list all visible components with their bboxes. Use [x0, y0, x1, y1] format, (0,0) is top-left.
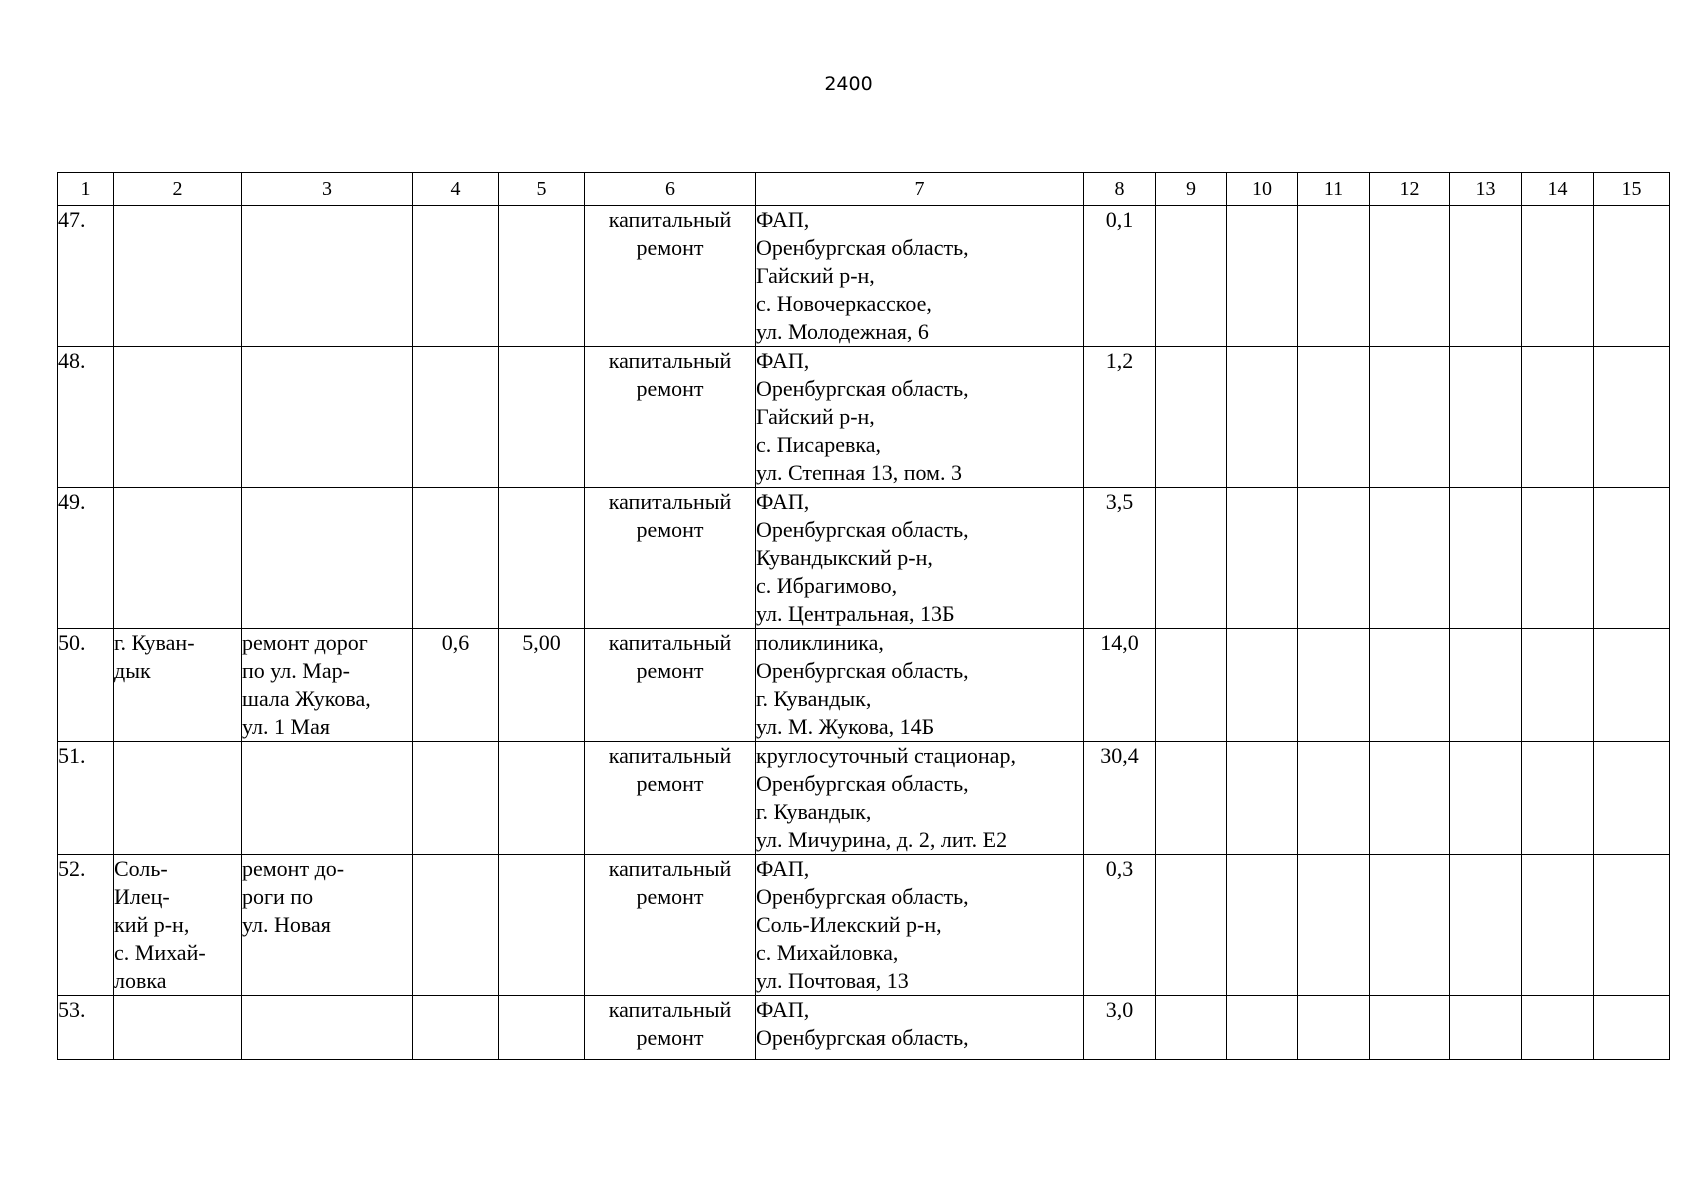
- row-number-cell: 50.: [58, 629, 114, 742]
- work-type-cell: капитальный ремонт: [585, 629, 756, 742]
- table-row: [58, 855, 1670, 996]
- empty-cell: [1156, 855, 1227, 996]
- length-cell: [413, 855, 499, 996]
- settlement-cell: [114, 347, 242, 488]
- row-number-cell: 53.: [58, 996, 114, 1060]
- empty-cell: [1594, 742, 1670, 855]
- empty-cell: [1450, 742, 1522, 855]
- road-work-cell: [242, 347, 413, 488]
- empty-cell: [1156, 206, 1227, 347]
- cost-cell: [499, 855, 585, 996]
- empty-cell: [1450, 206, 1522, 347]
- table-row: [58, 996, 1670, 1060]
- empty-cell: [1370, 742, 1450, 855]
- empty-cell: [1298, 629, 1370, 742]
- work-type-cell: капитальный ремонт: [585, 996, 756, 1060]
- cost-cell: [499, 996, 585, 1060]
- empty-cell: [1227, 488, 1298, 629]
- settlement-cell: [114, 996, 242, 1060]
- empty-cell: [1370, 629, 1450, 742]
- table-row: [58, 488, 1670, 629]
- empty-cell: [1156, 347, 1227, 488]
- column-number-cell: 5: [499, 173, 585, 206]
- column-number-cell: 4: [413, 173, 499, 206]
- empty-cell: [1522, 206, 1594, 347]
- empty-cell: [1594, 855, 1670, 996]
- facility-cell: круглосуточный стационар, Оренбургская область, г. Кувандык, ул. Мичурина, д. 2, лит. Е2: [756, 742, 1084, 855]
- settlement-cell: Соль- Илец- кий р-н, с. Михай- ловка: [114, 855, 242, 996]
- row-number-cell: 51.: [58, 742, 114, 855]
- work-type-cell: капитальный ремонт: [585, 742, 756, 855]
- work-type-cell: капитальный ремонт: [585, 488, 756, 629]
- table-row: [58, 742, 1670, 855]
- value-cell: 0,3: [1084, 855, 1156, 996]
- empty-cell: [1450, 347, 1522, 488]
- empty-cell: [1298, 488, 1370, 629]
- road-work-cell: ремонт дорог по ул. Мар- шала Жукова, ул. 1 Мая: [242, 629, 413, 742]
- empty-cell: [1522, 996, 1594, 1060]
- settlement-cell: [114, 742, 242, 855]
- empty-cell: [1298, 996, 1370, 1060]
- empty-cell: [1156, 629, 1227, 742]
- facility-cell: ФАП, Оренбургская область,: [756, 996, 1084, 1060]
- empty-cell: [1522, 855, 1594, 996]
- work-type-cell: капитальный ремонт: [585, 855, 756, 996]
- road-work-cell: [242, 996, 413, 1060]
- empty-cell: [1370, 206, 1450, 347]
- road-work-cell: [242, 488, 413, 629]
- empty-cell: [1370, 488, 1450, 629]
- road-work-cell: ремонт до- роги по ул. Новая: [242, 855, 413, 996]
- value-cell: 30,4: [1084, 742, 1156, 855]
- facility-cell: ФАП, Оренбургская область, Гайский р-н, с. Писаревка, ул. Степная 13, пом. 3: [756, 347, 1084, 488]
- table-row: [58, 206, 1670, 347]
- row-number-cell: 49.: [58, 488, 114, 629]
- column-number-cell: 7: [756, 173, 1084, 206]
- column-number-cell: 8: [1084, 173, 1156, 206]
- empty-cell: [1370, 347, 1450, 488]
- empty-cell: [1156, 488, 1227, 629]
- column-number-cell: 11: [1298, 173, 1370, 206]
- length-cell: [413, 206, 499, 347]
- empty-cell: [1227, 742, 1298, 855]
- table-row: [58, 347, 1670, 488]
- empty-cell: [1450, 488, 1522, 629]
- empty-cell: [1370, 996, 1450, 1060]
- column-number-cell: 13: [1450, 173, 1522, 206]
- empty-cell: [1522, 742, 1594, 855]
- column-number-cell: 10: [1227, 173, 1298, 206]
- row-number-cell: 48.: [58, 347, 114, 488]
- row-number-cell: 52.: [58, 855, 114, 996]
- empty-cell: [1450, 629, 1522, 742]
- settlement-cell: [114, 206, 242, 347]
- column-number-cell: 6: [585, 173, 756, 206]
- empty-cell: [1227, 629, 1298, 742]
- empty-cell: [1594, 347, 1670, 488]
- cost-cell: [499, 742, 585, 855]
- empty-cell: [1227, 347, 1298, 488]
- row-number-cell: 47.: [58, 206, 114, 347]
- page-number: 2400: [824, 73, 873, 95]
- facility-cell: ФАП, Оренбургская область, Кувандыкский р-н, с. Ибрагимово, ул. Центральная, 13Б: [756, 488, 1084, 629]
- value-cell: 14,0: [1084, 629, 1156, 742]
- column-number-cell: 15: [1594, 173, 1670, 206]
- table-header-row: [58, 173, 1670, 206]
- empty-cell: [1156, 996, 1227, 1060]
- empty-cell: [1594, 629, 1670, 742]
- length-cell: 0,6: [413, 629, 499, 742]
- empty-cell: [1227, 855, 1298, 996]
- column-number-cell: 3: [242, 173, 413, 206]
- empty-cell: [1522, 488, 1594, 629]
- facility-cell: ФАП, Оренбургская область, Соль-Илекский р-н, с. Михайловка, ул. Почтовая, 13: [756, 855, 1084, 996]
- length-cell: [413, 996, 499, 1060]
- empty-cell: [1450, 996, 1522, 1060]
- cost-cell: [499, 347, 585, 488]
- column-number-cell: 9: [1156, 173, 1227, 206]
- empty-cell: [1298, 206, 1370, 347]
- empty-cell: [1450, 855, 1522, 996]
- empty-cell: [1298, 855, 1370, 996]
- cost-cell: [499, 206, 585, 347]
- settlement-cell: [114, 488, 242, 629]
- column-number-cell: 1: [58, 173, 114, 206]
- data-table: [57, 172, 1670, 1060]
- work-type-cell: капитальный ремонт: [585, 206, 756, 347]
- empty-cell: [1522, 629, 1594, 742]
- empty-cell: [1594, 996, 1670, 1060]
- length-cell: [413, 347, 499, 488]
- column-number-cell: 12: [1370, 173, 1450, 206]
- empty-cell: [1594, 488, 1670, 629]
- empty-cell: [1298, 347, 1370, 488]
- cost-cell: 5,00: [499, 629, 585, 742]
- value-cell: 0,1: [1084, 206, 1156, 347]
- column-number-cell: 2: [114, 173, 242, 206]
- column-number-cell: 14: [1522, 173, 1594, 206]
- road-work-cell: [242, 742, 413, 855]
- facility-cell: поликлиника, Оренбургская область, г. Кувандык, ул. М. Жукова, 14Б: [756, 629, 1084, 742]
- table-row: [58, 629, 1670, 742]
- empty-cell: [1298, 742, 1370, 855]
- cost-cell: [499, 488, 585, 629]
- settlement-cell: г. Куван- дык: [114, 629, 242, 742]
- work-type-cell: капитальный ремонт: [585, 347, 756, 488]
- length-cell: [413, 488, 499, 629]
- value-cell: 3,0: [1084, 996, 1156, 1060]
- empty-cell: [1227, 996, 1298, 1060]
- empty-cell: [1370, 855, 1450, 996]
- road-work-cell: [242, 206, 413, 347]
- value-cell: 3,5: [1084, 488, 1156, 629]
- empty-cell: [1227, 206, 1298, 347]
- value-cell: 1,2: [1084, 347, 1156, 488]
- length-cell: [413, 742, 499, 855]
- facility-cell: ФАП, Оренбургская область, Гайский р-н, с. Новочеркасское, ул. Молодежная, 6: [756, 206, 1084, 347]
- empty-cell: [1522, 347, 1594, 488]
- empty-cell: [1594, 206, 1670, 347]
- empty-cell: [1156, 742, 1227, 855]
